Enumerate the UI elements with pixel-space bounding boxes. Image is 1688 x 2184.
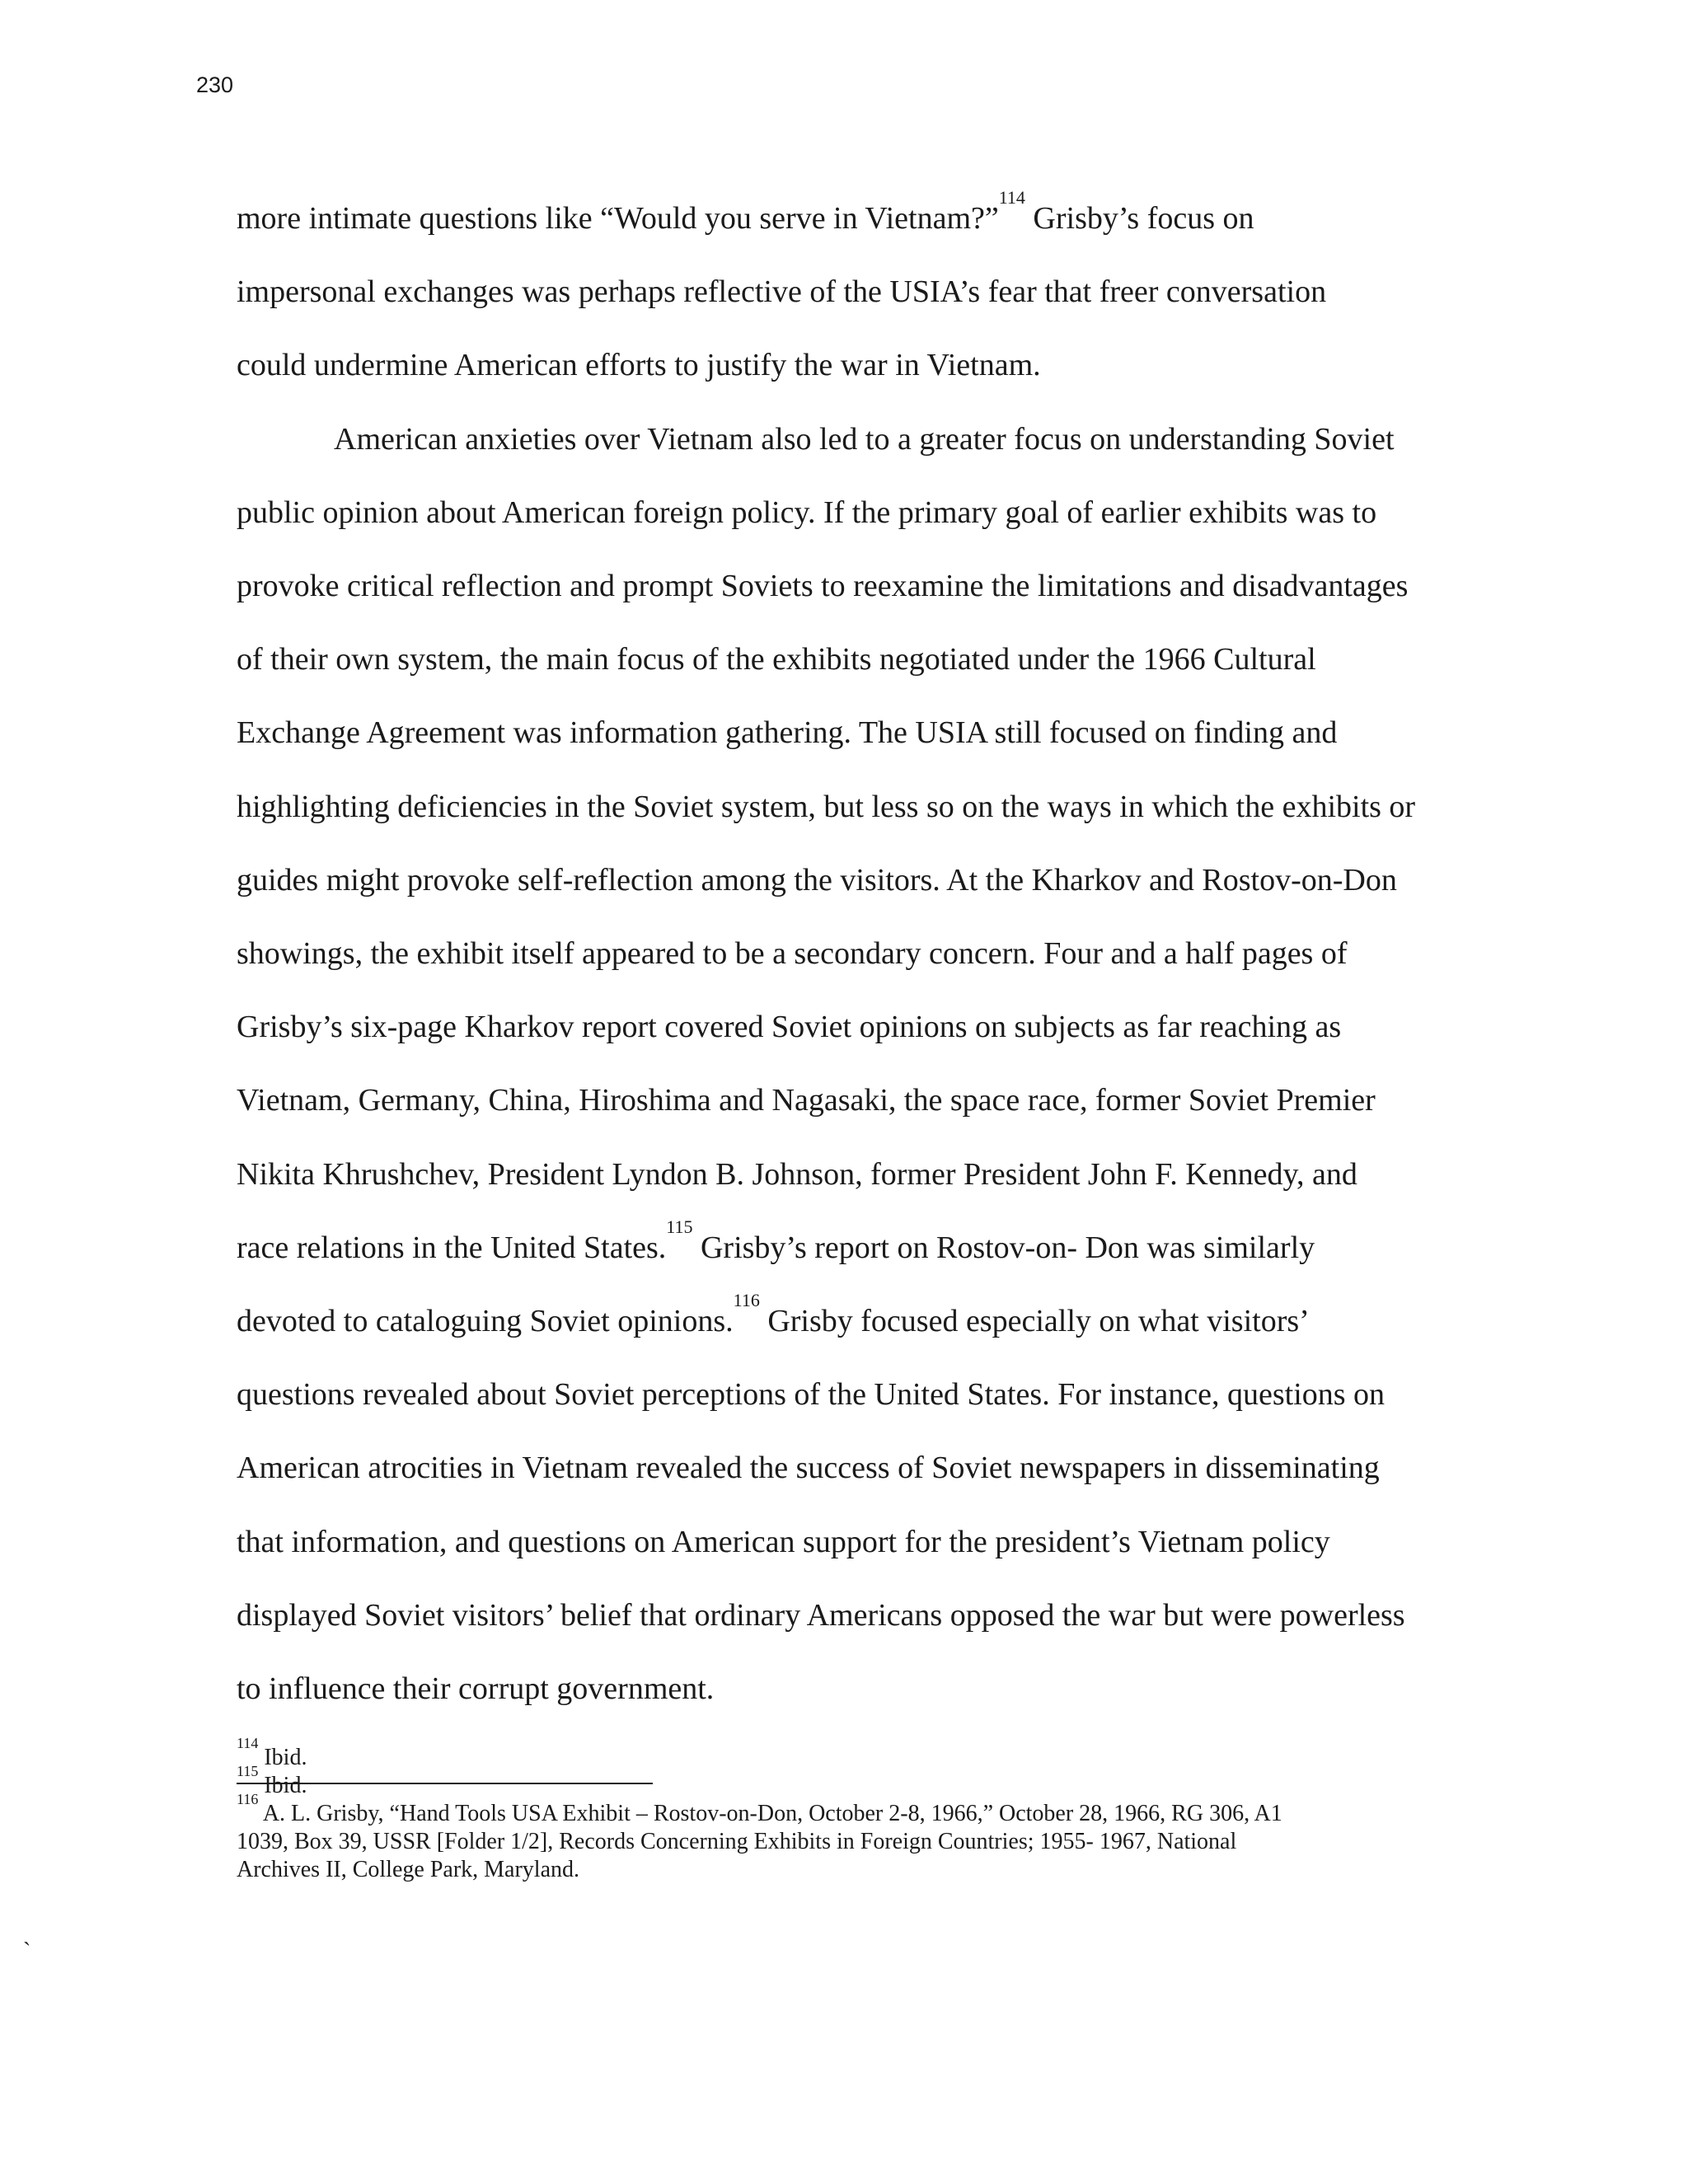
text-line: highlighting deficiencies in the Soviet system, but less so on the ways in which the exhibits or bbox=[237, 789, 1416, 824]
footnote-116-continued: 1039, Box 39, USSR [Folder 1/2], Records Concerning Exhibits in Foreign Countries; 1955- 1967, National bbox=[237, 1829, 1237, 1854]
footnote-text: A. L. Grisby, “Hand Tools USA Exhibit – Rostov-on-Don, October 2-8, 1966,” October 28, 1966, RG 306, A1 bbox=[262, 1801, 1282, 1826]
text-line: guides might provoke self-reflection among the visitors. At the Kharkov and Rostov-on-Don bbox=[237, 862, 1397, 898]
text-line: Nikita Khrushchev, President Lyndon B. Johnson, former President John F. Kennedy, and bbox=[237, 1156, 1357, 1192]
stray-mark: ` bbox=[23, 1938, 31, 1964]
text-line: that information, and questions on American support for the president’s Vietnam policy bbox=[237, 1524, 1330, 1559]
body-text bbox=[237, 182, 1440, 1726]
footnote-115 bbox=[237, 1762, 1440, 1800]
footnote-number: 114 bbox=[237, 1734, 259, 1751]
text-line: more intimate questions like “Would you serve in Vietnam?”$^{114}$ Grisby’s focus on bbox=[237, 187, 1254, 236]
text-line: showings, the exhibit itself appeared to be a secondary concern. Four and a half pages of bbox=[237, 936, 1348, 972]
footnote-116 bbox=[237, 1790, 1440, 1828]
footnote-ref: 115 bbox=[666, 1216, 693, 1238]
text-line: race relations in the United States.$^{115}$ Grisby’s report on Rostov-on- Don was similarly bbox=[237, 1216, 1315, 1265]
footnote-number: 115 bbox=[237, 1762, 259, 1779]
text-line: Exchange Agreement was information gathering. The USIA still focused on finding and bbox=[237, 715, 1338, 751]
text-line: impersonal exchanges was perhaps reflective of the USIA’s fear that freer conversation bbox=[237, 274, 1327, 310]
footnote-116-continued: Archives II, College Park, Maryland. bbox=[237, 1857, 579, 1882]
footnote-ref: 114 bbox=[998, 187, 1025, 209]
paragraph-start-line: American anxieties over Vietnam also led to a greater focus on understanding Soviet bbox=[334, 421, 1395, 457]
text-line: Grisby’s six-page Kharkov report covered Soviet opinions on subjects as far reaching as bbox=[237, 1010, 1342, 1045]
footnote-ref: 116 bbox=[733, 1290, 760, 1311]
footnotes bbox=[237, 1734, 1440, 1884]
footnote-114 bbox=[237, 1734, 1440, 1772]
text-line: Vietnam, Germany, China, Hiroshima and Nagasaki, the space race, former Soviet Premier bbox=[237, 1083, 1376, 1118]
text-line: devoted to cataloguing Soviet opinions.$^{116}$ Grisby focused especially on what visitors’ bbox=[237, 1290, 1310, 1339]
footnote-text: Ibid. bbox=[264, 1745, 307, 1770]
text-line: displayed Soviet visitors’ belief that ordinary Americans opposed the war but were powerless bbox=[237, 1597, 1405, 1633]
footnote-text: Ibid. bbox=[264, 1773, 307, 1798]
text-line: questions revealed about Soviet perceptions of the United States. For instance, questions on bbox=[237, 1377, 1386, 1413]
text-line: American atrocities in Vietnam revealed the success of Soviet newspapers in disseminating bbox=[237, 1451, 1380, 1486]
text-line: provoke critical reflection and prompt Soviets to reexamine the limitations and disadvantages bbox=[237, 569, 1409, 604]
text-line: could undermine American efforts to justify the war in Vietnam. bbox=[237, 348, 1041, 383]
page-number: 230 bbox=[196, 73, 234, 97]
text-line: of their own system, the main focus of the exhibits negotiated under the 1966 Cultural bbox=[237, 642, 1316, 677]
text-line: to influence their corrupt government. bbox=[237, 1671, 715, 1707]
text-line: public opinion about American foreign policy. If the primary goal of earlier exhibits was to bbox=[237, 494, 1377, 530]
footnote-number: 116 bbox=[237, 1790, 259, 1807]
